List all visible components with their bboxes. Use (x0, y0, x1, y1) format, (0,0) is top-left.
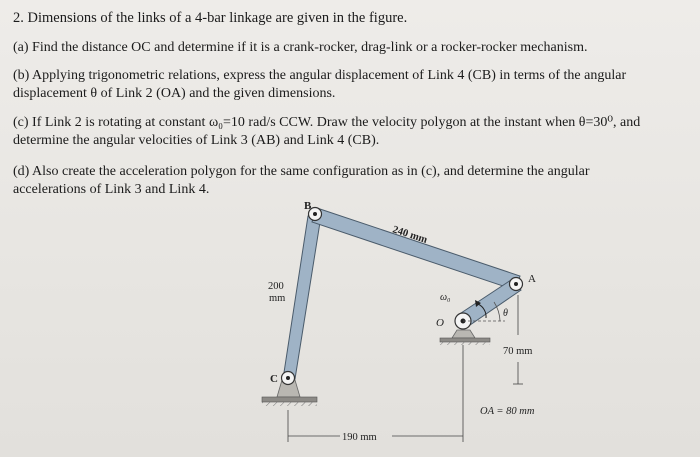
dim-vertical-70 (513, 295, 523, 384)
label-a: A (528, 273, 536, 285)
label-theta: θ (503, 308, 508, 319)
part-c-line1: (c) If Link 2 is rotating at constant ω₀=10 rad/s CCW. Draw the velocity polygon at the instant when θ=30⁰, and (13, 115, 641, 130)
dim-horizontal-190 (288, 345, 463, 442)
link-cb (283, 216, 321, 379)
label-cb-value: 200 (268, 281, 284, 292)
part-d-line1: (d) Also create the acceleration polygon for the same configuration as in (c), and determine the angular (13, 164, 590, 179)
part-b-line1: (b) Applying trigonometric relations, express the angular displacement of Link 4 (CB) in terms of the angular (13, 68, 627, 83)
label-omega: ω₀ (440, 292, 451, 303)
label-o: O (436, 317, 444, 329)
ground-o (440, 330, 490, 345)
label-oa-length: OA = 80 mm (480, 406, 535, 417)
label-c: C (270, 373, 278, 385)
label-cb-unit: mm (269, 293, 286, 304)
question-title: 2. Dimensions of the links of a 4-bar linkage are given in the figure. (13, 10, 408, 26)
label-b: B (304, 200, 312, 212)
label-vertical-offset: 70 mm (503, 346, 533, 357)
link-ab (312, 208, 520, 290)
joint-a (510, 278, 523, 291)
label-horizontal-offset: 190 mm (342, 432, 377, 443)
part-a-text: (a) Find the distance OC and determine if it is a crank-rocker, drag-link or a rocker-rocker mechanism. (13, 40, 588, 55)
joint-c (282, 372, 295, 385)
part-b-line2: displacement θ of Link 2 (OA) and the given dimensions. (13, 86, 336, 101)
label-ab-length: 240 mm (391, 224, 429, 246)
part-d-line2: accelerations of Link 3 and Link 4. (13, 182, 210, 197)
part-c-line2: determine the angular velocities of Link 3 (AB) and Link 4 (CB). (13, 133, 380, 148)
